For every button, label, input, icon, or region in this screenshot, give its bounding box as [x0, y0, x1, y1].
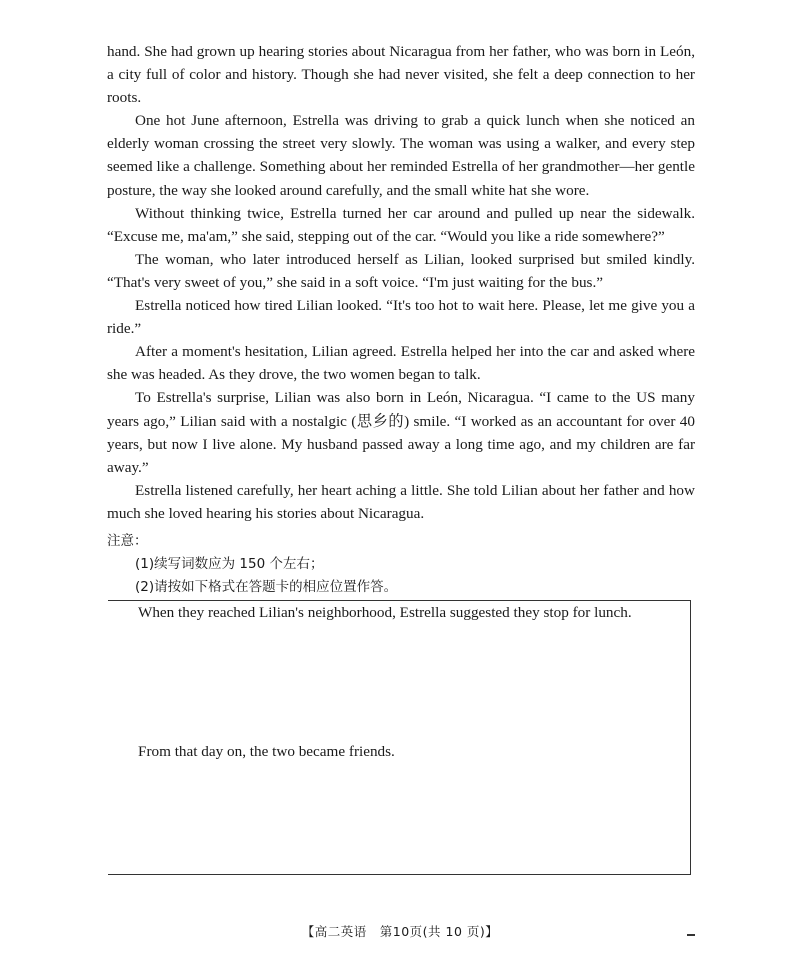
story-text — [107, 40, 695, 525]
continuation-second-line: From that day on, the two became friends. — [138, 743, 395, 760]
story-paragraph: To Estrella's surprise, Lilian was also born in León, Nicaragua. “I came to the US many years ago,” Lilian said with a nostalgic (思乡的) smile. “I worked as an accountant for over 40 years, but now I live alone. My husband passed away a long time ago, and my children are far away.” — [107, 389, 695, 476]
story-paragraph: Estrella listened carefully, her heart aching a little. She told Lilian about her father and how much she loved hearing his stories about Nicaragua. — [107, 481, 695, 522]
corner-mark — [687, 934, 695, 936]
story-paragraph: Estrella noticed how tired Lilian looked. “It's too hot to wait here. Please, let me give you a ride.” — [107, 297, 695, 338]
story-paragraph: Without thinking twice, Estrella turned her car around and pulled up near the sidewalk. “Excuse me, ma'am,” she said, stepping out of the car. “Would you like a ride somewhere?” — [107, 204, 695, 245]
instructions-title: 注意： — [107, 533, 148, 549]
instructions — [107, 530, 695, 599]
story-paragraph: The woman, who later introduced herself as Lilian, looked surprised but smiled kindly. “That's very sweet of you,” she said in a soft voice. “I'm just waiting for the bus.” — [107, 250, 695, 291]
page-footer: 【高二英语 第10页(共 10 页)】 — [301, 924, 499, 939]
story-paragraph: After a moment's hesitation, Lilian agreed. Estrella helped her into the car and asked where she was headed. As they drove, the two women began to talk. — [107, 343, 695, 384]
instruction-item: (2)请按如下格式在答题卡的相应位置作答。 — [135, 579, 398, 595]
story-paragraph: One hot June afternoon, Estrella was driving to grab a quick lunch when she noticed an elderly woman crossing the street very slowly. The woman was using a walker, and every step seemed like a challenge. Something about her reminded Estrella of her grandmother—her gentle posture, the way she looked around carefully, and the small white hat she wore. — [107, 112, 695, 199]
continuation-opening-line: When they reached Lilian's neighborhood, Estrella suggested they stop for lunch. — [138, 604, 632, 621]
answer-box — [108, 600, 691, 875]
story-paragraph: hand. She had grown up hearing stories about Nicaragua from her father, who was born in León, a city full of color and history. Though she had never visited, she felt a deep connection to her roots. — [107, 43, 695, 107]
instruction-item: (1)续写词数应为 150 个左右； — [135, 556, 324, 572]
